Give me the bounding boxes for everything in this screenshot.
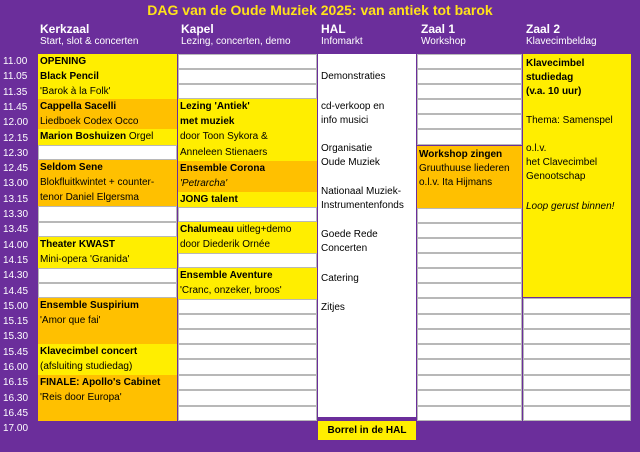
empty-slot <box>417 69 522 84</box>
event-subtitle: 'Amor que fai' <box>40 315 101 327</box>
time-label: 13.30 <box>3 209 29 220</box>
event-seldom-sene <box>38 160 177 206</box>
event-theater-kwast <box>38 237 177 268</box>
event-title: Cappella Sacelli <box>40 101 117 112</box>
event-chalumeau <box>178 222 317 253</box>
hal-item: Zitjes <box>321 302 345 313</box>
event-title: Theater KWAST <box>40 239 116 250</box>
time-label: 15.45 <box>3 346 29 358</box>
empty-slot <box>523 375 631 390</box>
time-label: 16.30 <box>3 392 29 404</box>
empty-slot <box>523 298 631 314</box>
event-title: (v.a. 10 uur) <box>526 86 582 97</box>
empty-slot <box>178 406 317 421</box>
event-title: studiedag <box>526 72 574 83</box>
event-subtitle: o.l.v. Ita Hijmans <box>419 177 493 188</box>
event-subtitle: Gruuthuuse liederen <box>419 163 510 174</box>
event-ensemble-suspirium <box>38 298 177 344</box>
empty-slot <box>523 329 631 344</box>
event-subtitle: door Diederik Ornée <box>180 239 271 251</box>
empty-slot <box>38 206 177 222</box>
time-label: 11.35 <box>3 86 28 98</box>
event-klavecimbel-studiedag <box>523 54 631 297</box>
event-subtitle: tenor Daniel Elgersma <box>40 192 139 204</box>
time-label: 16.45 <box>3 407 29 419</box>
event-subtitle: o.l.v. <box>526 143 547 154</box>
hal-item: cd-verkoop en <box>321 101 385 112</box>
empty-slot <box>523 359 631 375</box>
event-klavecimbel-concert <box>38 344 177 375</box>
column-header-kapel <box>181 22 291 48</box>
empty-slot <box>417 406 522 421</box>
event-ensemble-aventure <box>178 268 317 299</box>
event-finale-apollos-cabinet <box>38 375 177 421</box>
empty-slot <box>523 406 631 421</box>
time-label: 16.00 <box>3 362 29 373</box>
hal-item: Nationaal Muziek- <box>321 186 402 197</box>
event-title: Lezing 'Antiek' <box>180 101 250 112</box>
column-subtitle: Lezing, concerten, demo <box>181 36 291 47</box>
event-title: Seldom Sene <box>40 162 103 173</box>
time-label: 14.15 <box>3 254 29 266</box>
event-title: Borrel in de HAL <box>327 425 407 436</box>
event-title: Chalumeau <box>180 224 234 235</box>
hal-item: Concerten <box>321 243 368 254</box>
event-title: Workshop zingen <box>419 149 503 160</box>
event-subtitle: door Toon Sykora & <box>180 131 268 143</box>
event-jong-talent <box>178 192 317 207</box>
empty-slot <box>417 114 522 129</box>
time-label: 17.00 <box>3 423 29 435</box>
empty-slot <box>417 84 522 99</box>
empty-slot <box>417 268 522 283</box>
event-ensemble-corona <box>178 161 317 192</box>
empty-slot <box>38 268 177 283</box>
empty-slot <box>38 222 177 237</box>
event-title: Klavecimbel concert <box>40 346 138 357</box>
event-subtitle: 'Barok à la Folk' <box>40 86 111 98</box>
time-label: 13.15 <box>3 193 29 205</box>
empty-slot <box>178 253 317 268</box>
time-label: 15.30 <box>3 331 29 343</box>
hal-infomarkt <box>318 54 416 417</box>
event-title: OPENING <box>40 56 87 67</box>
column-name: Zaal 2 <box>526 22 561 36</box>
empty-slot <box>178 207 317 222</box>
event-title: Ensemble Aventure <box>180 270 273 281</box>
hal-item: info musici <box>321 115 369 126</box>
event-subtitle: Blokfluitkwintet + counter- <box>40 177 155 189</box>
page-title: DAG van de Oude Muziek 2025: van antiek tot barok <box>147 2 493 18</box>
event-subtitle: (afsluiting studiedag) <box>40 361 133 373</box>
event-lezing-antiek <box>178 99 317 161</box>
empty-slot <box>417 359 522 375</box>
time-label: 15.15 <box>3 316 29 328</box>
event-workshop-zingen <box>417 146 522 208</box>
hal-item: Catering <box>321 273 359 284</box>
empty-slot <box>417 129 522 145</box>
time-label: 16.15 <box>3 377 29 389</box>
time-label: 14.45 <box>3 285 29 297</box>
empty-slot <box>417 298 522 314</box>
time-label: 11.00 <box>3 56 28 67</box>
hal-item: Oude Muziek <box>321 157 380 168</box>
event-black-pencil <box>38 69 177 99</box>
event-subtitle: Liedboek Codex Occo <box>40 116 139 128</box>
empty-slot <box>178 344 317 359</box>
event-cappella-sacelli <box>38 99 177 129</box>
event-subtitle: Mini-opera 'Granida' <box>40 254 130 266</box>
event-title: FINALE: Apollo's Cabinet <box>40 377 161 388</box>
time-label: 14.30 <box>3 270 29 282</box>
column-header-hal <box>321 22 363 48</box>
empty-slot <box>417 390 522 406</box>
time-label: 12.45 <box>3 163 29 175</box>
time-label: 13.00 <box>3 178 29 190</box>
event-title: Ensemble Corona <box>180 163 266 174</box>
event-title: Ensemble Suspirium <box>40 300 139 311</box>
event-subtitle: uitleg+demo <box>233 224 292 235</box>
empty-slot <box>417 283 522 298</box>
column-name: HAL <box>321 22 346 36</box>
column-header-zaal1 <box>421 22 466 48</box>
hal-item: Demonstraties <box>321 71 386 82</box>
empty-slot <box>523 344 631 359</box>
empty-slot <box>417 238 522 253</box>
empty-slot <box>178 329 317 344</box>
empty-slot <box>417 344 522 359</box>
empty-slot <box>178 84 317 99</box>
empty-slot <box>178 359 317 375</box>
event-title: JONG talent <box>180 194 238 205</box>
time-label: 11.45 <box>3 101 28 113</box>
event-borrel <box>318 421 416 440</box>
event-subtitle: 'Petrarcha' <box>180 178 228 190</box>
column-header-kerkzaal <box>40 22 138 48</box>
empty-slot <box>523 314 631 329</box>
event-marion-boshuizen <box>38 129 177 145</box>
event-title: Black Pencil <box>40 71 99 82</box>
hal-item: Organisatie <box>321 143 373 154</box>
column-header-zaal2 <box>526 22 597 48</box>
time-label: 13.45 <box>3 224 29 236</box>
empty-slot <box>417 314 522 329</box>
column-name: Kerkzaal <box>40 22 90 36</box>
time-label: 12.30 <box>3 147 29 159</box>
empty-slot <box>417 208 522 223</box>
event-title: Klavecimbel <box>526 58 585 69</box>
event-subtitle: Anneleen Stienaers <box>180 146 268 158</box>
empty-slot <box>417 253 522 268</box>
event-opening <box>38 54 177 69</box>
time-label: 12.00 <box>3 117 29 129</box>
event-title: met muziek <box>180 116 235 128</box>
column-name: Zaal 1 <box>421 22 456 36</box>
time-label: 12.15 <box>3 132 29 144</box>
column-subtitle: Infomarkt <box>321 36 363 47</box>
event-theme: Thema: Samenspel <box>526 115 613 126</box>
column-subtitle: Workshop <box>421 36 466 47</box>
empty-slot <box>417 223 522 238</box>
empty-slot <box>178 299 317 314</box>
column-subtitle: Klavecimbeldag <box>526 36 597 47</box>
empty-slot <box>417 329 522 344</box>
event-subtitle: Orgel <box>126 131 154 142</box>
empty-slot <box>417 54 522 69</box>
empty-slot <box>178 375 317 390</box>
column-name: Kapel <box>181 22 214 36</box>
column-subtitle: Start, slot & concerten <box>40 36 139 47</box>
empty-slot <box>523 390 631 406</box>
empty-slot <box>178 314 317 329</box>
time-label: 14.00 <box>3 239 29 251</box>
empty-slot <box>417 99 522 114</box>
empty-slot <box>38 145 177 160</box>
empty-slot <box>38 283 177 298</box>
empty-slot <box>178 390 317 406</box>
empty-slot <box>178 54 317 69</box>
hal-item: Instrumentenfonds <box>321 200 404 211</box>
event-subtitle: 'Reis door Europa' <box>40 392 122 404</box>
time-label: 15.00 <box>3 300 29 312</box>
event-note: Loop gerust binnen! <box>526 201 615 212</box>
hal-item: Goede Rede <box>321 229 378 240</box>
event-subtitle: Genootschap <box>526 171 586 182</box>
event-subtitle: het Clavecimbel <box>526 157 598 168</box>
event-title: Marion Boshuizen <box>40 131 127 142</box>
event-subtitle: 'Cranc, onzeker, broos' <box>180 285 282 297</box>
empty-slot <box>417 375 522 390</box>
empty-slot <box>178 69 317 84</box>
time-label: 11.05 <box>3 71 28 83</box>
